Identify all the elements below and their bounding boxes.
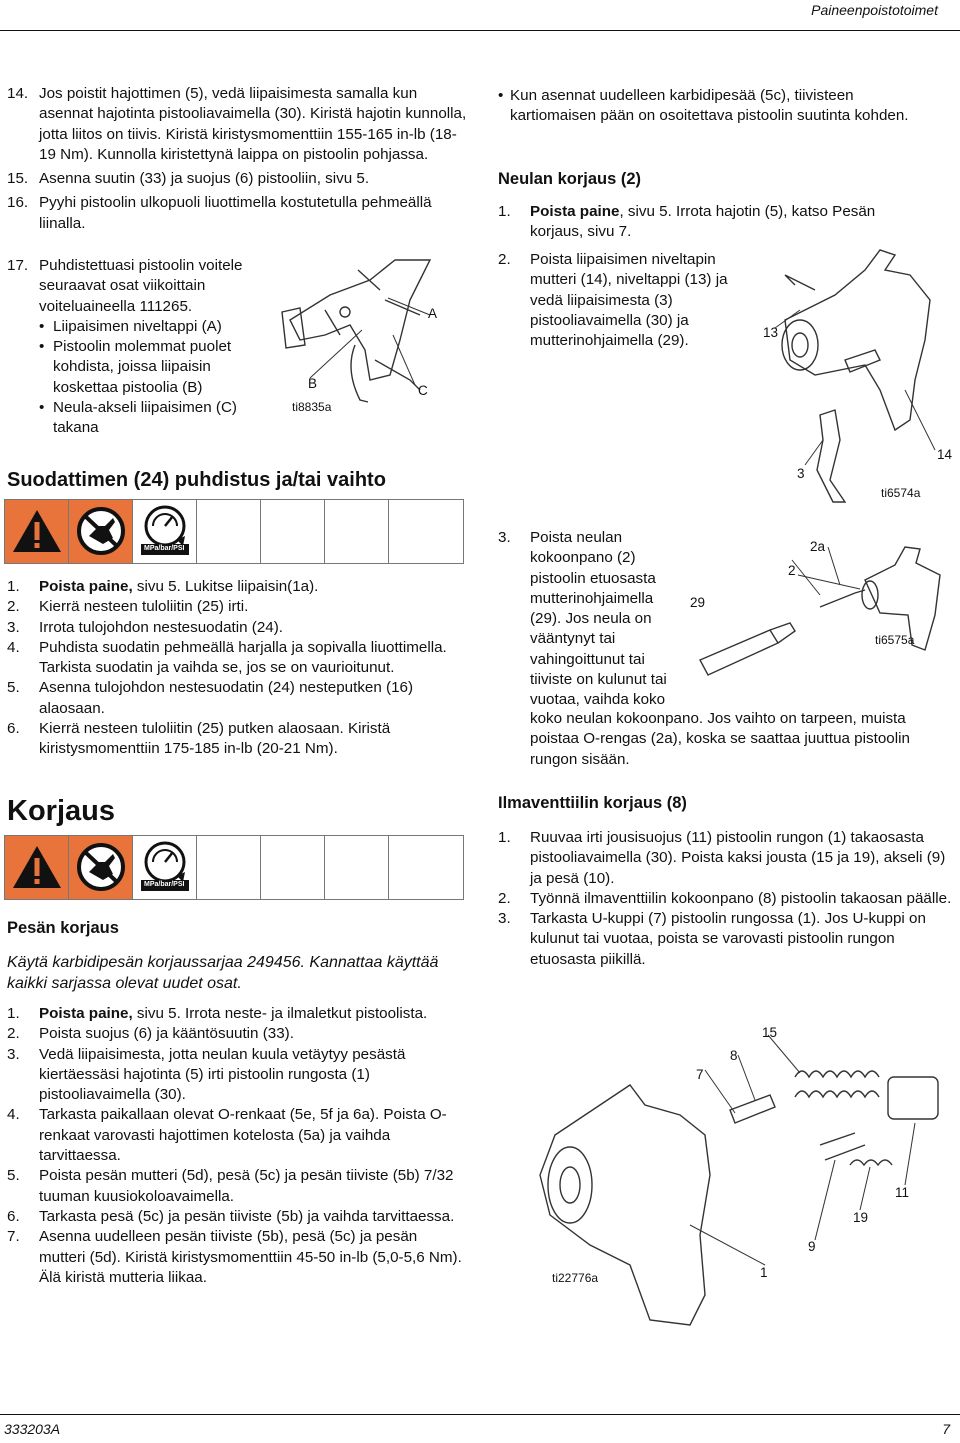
callout-14: 14 — [937, 447, 953, 462]
callout-3: 3 — [797, 466, 805, 481]
list-item: 1. Poista paine, sivu 5. Lukitse liipaisin(1a). — [7, 578, 319, 595]
list-item: 16. Pyyhi pistoolin ulkopuoli liuottimella kostutetulla pehmeällä liinalla. — [7, 194, 432, 232]
callout-13: 13 — [763, 325, 779, 340]
empty-cell — [389, 836, 463, 899]
list-item: 2. Työnnä ilmaventtiilin kokoonpano (8) pistoolin takaosan päälle. — [498, 889, 952, 907]
spray-gun-trigger-illustration — [745, 240, 955, 510]
callout-2: 2 — [788, 563, 796, 578]
empty-cell — [197, 500, 261, 563]
figure-id: ti22776a — [552, 1271, 599, 1285]
list-item: 17. Puhdistettuasi pistoolin voitele seuraavat osat viikoittain voiteluaineella 111265. — [7, 257, 243, 315]
needle-step-3-narrow — [498, 528, 678, 716]
list-item: 14. Jos poistit hajottimen (5), vedä liipaisimesta samalla kun asennat hajotinta pistooliavaimella (30). Kiristä hajotin kunnolla, jotta liitos on tiivis. Kiristä kiristysmomenttiin 155-165 in-lb (18-19 Nm). Kunnolla kiristettynä laippa on pistoolin pohjassa. — [7, 85, 467, 163]
list-item: 4. Puhdista suodatin pehmeällä harjalla ja sopivalla liuottimella. Tarkista suodatin ja vaihda se, jos se on vaurioitunut. — [7, 638, 447, 677]
callout-1: 1 — [760, 1265, 768, 1280]
list-item: 1. Ruuvaa irti jousisuojus (11) pistoolin rungon (1) takaosasta pistooliavaimella (30). Poista kaksi jousta (15 ja 19), akseli (9) ja pesä (10). — [498, 829, 946, 887]
callout-c: C — [418, 383, 428, 398]
callout-29: 29 — [690, 595, 706, 610]
footer-rule — [0, 1414, 960, 1415]
spray-gun-illustration — [270, 250, 470, 420]
seat-repair-title: Pesän korjaus — [7, 919, 119, 937]
list-item: 2. Kierrä nesteen tuloliitin (25) irti. — [7, 598, 249, 616]
needle-assembly-illustration — [680, 535, 955, 705]
callout-19: 19 — [853, 1210, 869, 1225]
list-item: 1. Poista paine, sivu 5. Irrota neste- ja ilmaletkut pistoolista. — [7, 1005, 428, 1022]
needle-step-1 — [498, 202, 928, 243]
figure-needle-removal — [680, 535, 955, 705]
lube-bullet: • Neula-akseli liipaisimen (C) takana — [39, 398, 252, 439]
air-valve-title: Ilmaventtiilin korjaus (8) — [498, 794, 687, 812]
figure-trigger-removal — [745, 240, 955, 510]
list-item: 5. Poista pesän mutteri (5d), pesä (5c) ja pesän tiiviste (5b) 7/32 tuuman kuusiokoloavaimella. — [7, 1167, 454, 1205]
list-item: 2. Poista suojus (6) ja kääntösuutin (33). — [7, 1025, 294, 1043]
cleaning-steps-a — [7, 84, 467, 234]
doc-number: 333203A — [4, 1421, 61, 1437]
gauge-label: MPa/bar/PSI — [144, 545, 185, 552]
note-bullet: • Kun asennat uudelleen karbidipesää (5c), tiivisteen kartiomaisen pään on osoitettava pistoolin suutinta kohden. — [498, 86, 938, 127]
needle-step-3-wide: koko neulan kokoonpano. Jos vaihto on tarpeen, muista poistaa O-rengas (2a), koska se saattaa juuttua pistoolin rungon sisään. — [530, 710, 910, 768]
callout-15: 15 — [762, 1025, 778, 1040]
warning-cell — [5, 500, 69, 563]
empty-cell — [325, 836, 389, 899]
warning-symbol-bar — [4, 499, 464, 564]
needle-repair-title: Neulan korjaus (2) — [498, 170, 642, 188]
list-item: 15. Asenna suutin (33) ja suojus (6) pistooliin, sivu 5. — [7, 170, 370, 188]
figure-air-valve — [530, 1015, 950, 1335]
list-item: 3. Vedä liipaisimesta, jotta neulan kuula vetäytyy pesästä kiertäessäsi hajotinta (5) irti pistoolin rungosta (1) pistooliavaimella (30). — [7, 1045, 406, 1104]
list-item: 3. Tarkasta U-kuppi (7) pistoolin rungossa (1). Jos U-kuppi on kulunut tai vuotaa, poista se varovasti pistoolin rungon etuosasta piikillä. — [498, 910, 926, 968]
air-valve-steps — [498, 828, 953, 970]
warning-cell — [5, 836, 69, 899]
seat-repair-intro: Käytä karbidipesän korjaussarjaa 249456. Kannattaa käyttää kaikki sarjassa olevat uudet osat. — [7, 954, 439, 992]
callout-7: 7 — [696, 1067, 704, 1082]
filter-steps — [7, 577, 457, 760]
figure-id: ti6574a — [881, 486, 921, 500]
warning-triangle-icon — [5, 500, 69, 563]
list-item: 3. Poista neulan kokoonpano (2) pistoolin etuosasta mutterinohjaimella (29). Jos neula on vääntynyt tai vahingoittunut tai tiiviste on kulunut tai vuotaa, vaihda koko — [498, 529, 667, 709]
air-valve-exploded-illustration — [530, 1015, 950, 1335]
no-hand-cell — [69, 836, 133, 899]
empty-cell — [325, 500, 389, 563]
empty-cell — [197, 836, 261, 899]
needle-step-2 — [498, 250, 763, 351]
list-item: 6. Tarkasta pesä (5c) ja pesän tiiviste (5b) ja vaihda tarvittaessa. — [7, 1207, 455, 1225]
callout-9: 9 — [808, 1239, 816, 1254]
page-number: 7 — [942, 1421, 950, 1437]
repair-heading: Korjaus — [7, 795, 115, 827]
header-rule — [0, 30, 960, 31]
seat-repair-steps — [7, 1004, 465, 1288]
figure-id: ti6575a — [875, 633, 915, 647]
warning-triangle-icon — [5, 836, 69, 899]
empty-cell — [261, 500, 325, 563]
list-item: 4. Tarkasta paikallaan olevat O-renkaat (5e, 5f ja 6a). Poista O-renkaat varovasti hajottimen kotelosta (5a) ja vaihda tarvittaessa. — [7, 1106, 447, 1165]
pressure-gauge-icon — [133, 500, 197, 563]
no-hand-spray-icon — [69, 836, 133, 899]
list-item: 6. Kierrä nesteen tuloliitin (25) putken alaosaan. Kiristä kiristysmomenttiin 175-185 in-lb (20-21 Nm). — [7, 720, 391, 758]
list-item: 7. Asenna uudelleen pesän tiiviste (5b), pesä (5c) ja pesän mutteri (5d). Kiristä kiristysmomenttiin 45-50 in-lb (5,0-5,6 Nm). Älä kiristä mutteria liikaa. — [7, 1228, 462, 1286]
callout-b: B — [308, 376, 318, 391]
lube-bullet: • Pistoolin molemmat puolet kohdista, joissa liipaisin koskettaa pistoolia (B) — [39, 337, 252, 398]
list-item: 5. Asenna tulojohdon nestesuodatin (24) nesteputken (16) alaosaan. — [7, 679, 414, 717]
callout-2a: 2a — [810, 539, 826, 554]
callout-11: 11 — [895, 1185, 910, 1200]
lube-bullet: • Liipaisimen niveltappi (A) — [39, 317, 252, 337]
empty-cell — [261, 836, 325, 899]
pressure-gauge-icon — [133, 836, 197, 899]
no-hand-cell — [69, 500, 133, 563]
callout-a: A — [428, 306, 438, 321]
page-header-title: Paineenpoistotoimet — [811, 2, 938, 18]
cleaning-step-17 — [7, 256, 252, 439]
figure-lube-points — [270, 250, 470, 420]
list-item: 2. Poista liipaisimen niveltapin mutteri (14), niveltappi (13) ja vedä liipaisimesta (3) pistooliavaimella (30) ja mutterinohjaimella (29). — [498, 251, 728, 350]
seat-install-note — [498, 86, 938, 127]
no-hand-spray-icon — [69, 500, 133, 563]
filter-section-title: Suodattimen (24) puhdistus ja/tai vaihto — [7, 469, 386, 491]
callout-8: 8 — [730, 1048, 738, 1063]
gauge-label: MPa/bar/PSI — [144, 881, 185, 888]
list-item: 3. Irrota tulojohdon nestesuodatin (24). — [7, 618, 284, 636]
figure-id: ti8835a — [292, 400, 332, 414]
empty-cell — [389, 500, 463, 563]
list-item: 1. Poista paine, sivu 5. Irrota hajotin (5), katso Pesän korjaus, sivu 7. — [498, 203, 876, 241]
pressure-cell — [133, 500, 197, 563]
pressure-cell — [133, 836, 197, 899]
warning-symbol-bar — [4, 835, 464, 900]
